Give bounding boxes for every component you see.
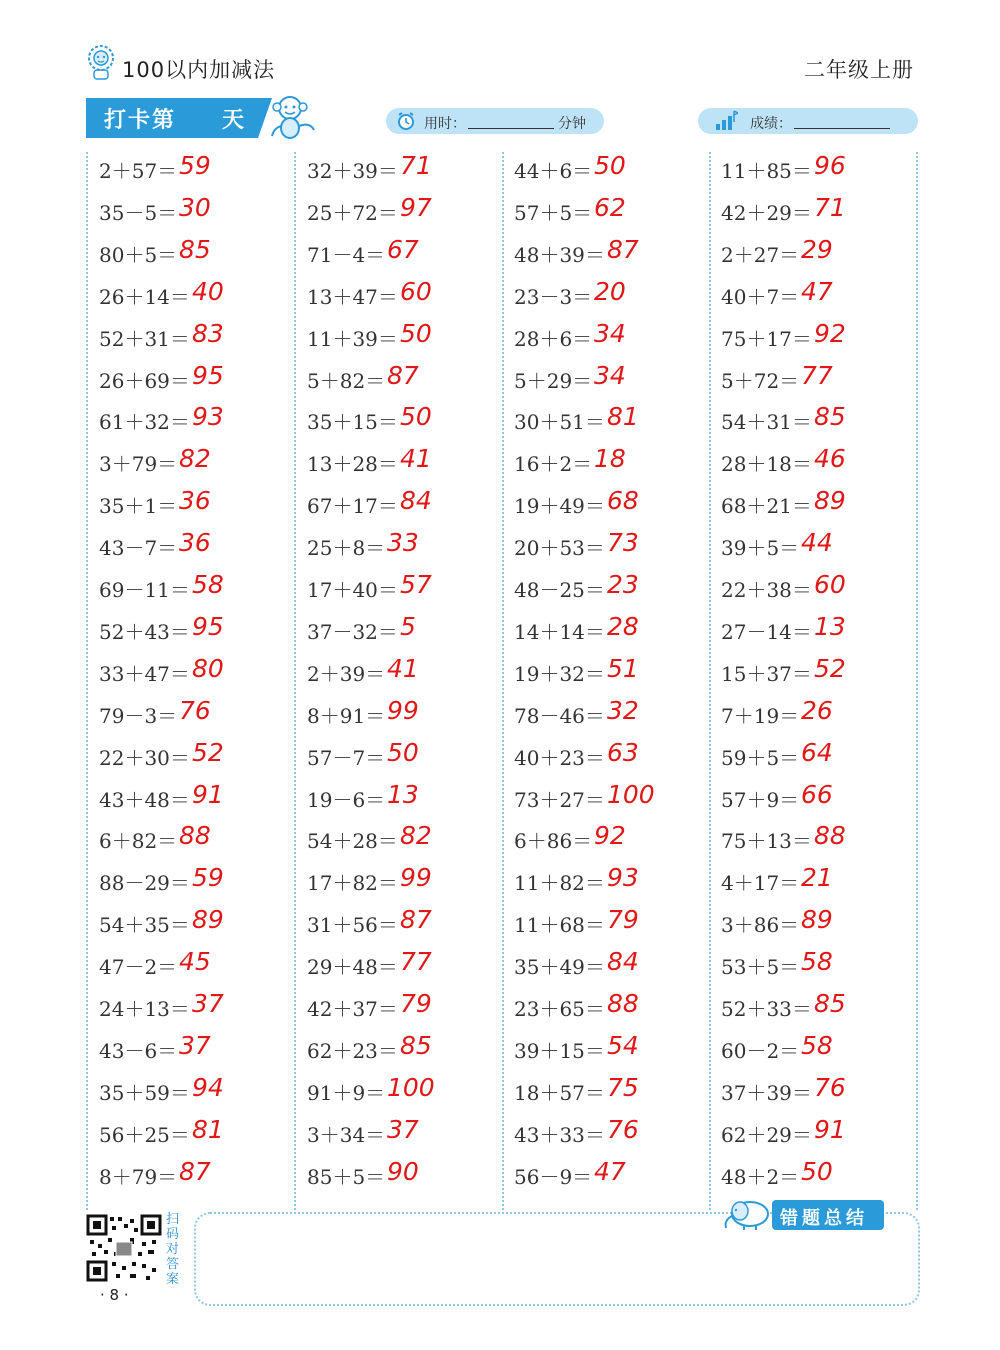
handwritten-answer[interactable]: 96 <box>814 151 846 180</box>
checkin-label: 打卡第 <box>104 108 177 133</box>
handwritten-answer[interactable]: 40 <box>192 276 224 306</box>
handwritten-answer[interactable]: 85 <box>400 1030 432 1060</box>
handwritten-answer[interactable]: 28 <box>607 611 639 641</box>
problem-text: 33＋47＝ <box>99 661 190 686</box>
alarm-clock-icon <box>396 111 416 131</box>
handwritten-answer[interactable]: 89 <box>814 486 846 516</box>
problem-text: 26＋14＝ <box>99 284 190 309</box>
handwritten-answer[interactable]: 60 <box>814 570 846 599</box>
problem-text: 57－7＝ <box>307 745 386 770</box>
problem-text: 37＋39＝ <box>721 1080 812 1105</box>
handwritten-answer[interactable]: 68 <box>607 486 639 516</box>
handwritten-answer[interactable]: 50 <box>387 737 419 767</box>
column-divider <box>294 152 296 1210</box>
problem-text: 59＋5＝ <box>721 745 800 770</box>
handwritten-answer[interactable]: 93 <box>192 402 224 432</box>
handwritten-answer[interactable]: 23 <box>607 570 639 599</box>
problem-text: 52＋43＝ <box>99 619 190 644</box>
handwritten-answer[interactable]: 88 <box>814 821 846 851</box>
problem-text: 60－2＝ <box>721 1038 800 1063</box>
problem-text: 48＋39＝ <box>514 242 605 267</box>
problem-text: 43－7＝ <box>99 536 178 561</box>
problem-text: 56－9＝ <box>514 1164 593 1189</box>
handwritten-answer[interactable]: 71 <box>400 151 432 180</box>
error-summary-label: 错题总结 <box>780 1208 868 1229</box>
problem-text: 35＋59＝ <box>99 1080 190 1105</box>
score-input[interactable] <box>794 128 890 129</box>
handwritten-answer[interactable]: 44 <box>801 528 833 558</box>
problem-text: 4＋17＝ <box>721 871 800 896</box>
problem-text: 13＋28＝ <box>307 452 398 477</box>
problem-text: 62＋29＝ <box>721 1122 812 1147</box>
problem-text: 19＋49＝ <box>514 494 605 519</box>
handwritten-answer[interactable]: 87 <box>387 360 419 390</box>
handwritten-answer[interactable]: 62 <box>594 192 626 222</box>
handwritten-answer[interactable]: 77 <box>801 360 833 390</box>
problem-text: 19－6＝ <box>307 787 386 812</box>
handwritten-answer[interactable]: 71 <box>814 192 846 222</box>
problem-text: 11＋39＝ <box>307 326 398 351</box>
problem-text: 5＋72＝ <box>721 368 800 393</box>
problem-text: 22＋38＝ <box>721 578 812 602</box>
handwritten-answer[interactable]: 79 <box>607 905 639 935</box>
handwritten-answer[interactable]: 94 <box>192 1072 224 1102</box>
handwritten-answer[interactable]: 50 <box>801 1156 833 1186</box>
time-input[interactable] <box>468 128 554 129</box>
problem-text: 69－11＝ <box>99 578 190 602</box>
handwritten-answer[interactable]: 81 <box>607 402 639 432</box>
problem-text: 3＋79＝ <box>99 452 178 477</box>
handwritten-answer[interactable]: 58 <box>801 1030 833 1060</box>
problem-text: 14＋14＝ <box>514 619 605 644</box>
handwritten-answer[interactable]: 47 <box>801 276 833 306</box>
column-divider <box>916 152 918 1210</box>
problem-text: 54＋35＝ <box>99 913 190 938</box>
handwritten-answer[interactable]: 80 <box>192 653 224 683</box>
handwritten-answer[interactable]: 34 <box>594 318 626 348</box>
handwritten-answer[interactable]: 87 <box>400 905 432 935</box>
handwritten-answer[interactable]: 81 <box>192 1114 224 1144</box>
problem-text: 17＋82＝ <box>307 871 398 896</box>
problem-text: 52＋33＝ <box>721 997 812 1021</box>
problem-text: 85＋5＝ <box>307 1164 386 1189</box>
column-divider <box>709 152 711 1210</box>
problem-text: 54＋31＝ <box>721 410 812 435</box>
handwritten-answer[interactable]: 21 <box>801 863 833 893</box>
handwritten-answer[interactable]: 26 <box>801 695 833 725</box>
handwritten-answer[interactable]: 33 <box>387 528 419 558</box>
handwritten-answer[interactable]: 85 <box>814 402 846 432</box>
handwritten-answer[interactable]: 50 <box>400 402 432 432</box>
problem-text: 37－32＝ <box>307 619 398 644</box>
problem-text: 23－3＝ <box>514 284 593 309</box>
handwritten-answer[interactable]: 50 <box>400 318 432 348</box>
problem-text: 24＋13＝ <box>99 997 190 1021</box>
handwritten-answer[interactable]: 92 <box>814 318 846 348</box>
handwritten-answer[interactable]: 13 <box>387 779 419 809</box>
handwritten-answer[interactable]: 75 <box>607 1072 639 1102</box>
problem-text: 17＋40＝ <box>307 578 398 602</box>
problem-text: 78－46＝ <box>514 703 605 728</box>
problem-text: 42＋37＝ <box>307 997 398 1021</box>
problem-text: 39＋15＝ <box>514 1038 605 1063</box>
handwritten-answer[interactable]: 30 <box>179 192 211 222</box>
handwritten-answer[interactable]: 66 <box>801 779 833 809</box>
handwritten-answer[interactable]: 99 <box>400 863 432 893</box>
problem-text: 29＋48＝ <box>307 955 398 980</box>
handwritten-answer[interactable]: 91 <box>814 1114 846 1144</box>
bar-chart-flag-icon <box>714 110 738 132</box>
handwritten-answer[interactable]: 91 <box>192 779 224 809</box>
problem-text: 2＋27＝ <box>721 242 800 267</box>
problem-text: 13＋47＝ <box>307 284 398 309</box>
monkey-mascot-icon <box>266 92 320 142</box>
handwritten-answer[interactable]: 57 <box>400 570 432 599</box>
problem-text: 30＋51＝ <box>514 410 605 435</box>
handwritten-answer[interactable]: 95 <box>192 611 224 641</box>
handwritten-answer[interactable]: 50 <box>594 151 626 180</box>
handwritten-answer[interactable]: 84 <box>607 947 639 977</box>
problem-text: 25＋72＝ <box>307 200 398 225</box>
handwritten-answer[interactable]: 29 <box>801 234 833 264</box>
handwritten-answer[interactable]: 63 <box>607 737 639 767</box>
handwritten-answer[interactable]: 92 <box>594 821 626 851</box>
problem-text: 23＋65＝ <box>514 997 605 1021</box>
problem-text: 57＋5＝ <box>514 200 593 225</box>
handwritten-answer[interactable]: 45 <box>179 947 211 977</box>
page-number: · 8 · <box>100 1286 129 1304</box>
handwritten-answer[interactable]: 87 <box>179 1156 211 1186</box>
handwritten-answer[interactable]: 36 <box>179 486 211 516</box>
checkin-day-unit: 天 <box>222 108 245 133</box>
handwritten-answer[interactable]: 97 <box>400 192 432 222</box>
handwritten-answer[interactable]: 82 <box>400 821 432 851</box>
problem-text: 68＋21＝ <box>721 494 812 519</box>
problem-text: 40＋7＝ <box>721 284 800 309</box>
handwritten-answer[interactable]: 37 <box>192 989 224 1018</box>
problem-text: 11＋85＝ <box>721 159 812 183</box>
problem-text: 43＋48＝ <box>99 787 190 812</box>
handwritten-answer[interactable]: 79 <box>400 989 432 1018</box>
handwritten-answer[interactable]: 88 <box>179 821 211 851</box>
handwritten-answer[interactable]: 37 <box>387 1114 419 1144</box>
handwritten-answer[interactable]: 93 <box>607 863 639 893</box>
problem-text: 28＋6＝ <box>514 326 593 351</box>
handwritten-answer[interactable]: 85 <box>814 989 846 1018</box>
problem-text: 20＋53＝ <box>514 536 605 561</box>
problem-text: 61＋32＝ <box>99 410 190 435</box>
problem-text: 48－25＝ <box>514 578 605 602</box>
handwritten-answer[interactable]: 100 <box>607 779 655 809</box>
elephant-icon <box>720 1196 776 1232</box>
problem-text: 3＋86＝ <box>721 913 800 938</box>
problem-text: 31＋56＝ <box>307 913 398 938</box>
problem-text: 6＋82＝ <box>99 829 178 854</box>
grade-label: 二年级上册 <box>804 58 914 82</box>
handwritten-answer[interactable]: 59 <box>179 151 211 180</box>
problem-text: 35＋15＝ <box>307 410 398 435</box>
handwritten-answer[interactable]: 41 <box>400 444 432 474</box>
problem-text: 40＋23＝ <box>514 745 605 770</box>
problem-text: 7＋19＝ <box>721 703 800 728</box>
handwritten-answer[interactable]: 64 <box>801 737 833 767</box>
handwritten-answer[interactable]: 88 <box>607 989 639 1018</box>
handwritten-answer[interactable]: 76 <box>607 1114 639 1144</box>
qr-caption: 扫码对答案 <box>166 1212 180 1287</box>
handwritten-answer[interactable]: 73 <box>607 528 639 558</box>
handwritten-answer[interactable]: 87 <box>607 234 639 264</box>
problem-text: 75＋13＝ <box>721 829 812 854</box>
problem-text: 15＋37＝ <box>721 661 812 686</box>
lion-logo-icon <box>86 44 116 80</box>
problem-text: 43＋33＝ <box>514 1122 605 1147</box>
problem-text: 35＋49＝ <box>514 955 605 980</box>
handwritten-answer[interactable]: 76 <box>179 695 211 725</box>
problem-text: 75＋17＝ <box>721 326 812 351</box>
problem-text: 67＋17＝ <box>307 494 398 519</box>
handwritten-answer[interactable]: 13 <box>814 611 846 641</box>
problem-text: 28＋18＝ <box>721 452 812 477</box>
problem-text: 6＋86＝ <box>514 829 593 854</box>
column-divider <box>502 152 504 1210</box>
time-label: 用时： <box>424 116 466 132</box>
problem-text: 91＋9＝ <box>307 1080 386 1105</box>
handwritten-answer[interactable]: 60 <box>400 276 432 306</box>
handwritten-answer[interactable]: 77 <box>400 947 432 977</box>
problem-text: 35＋1＝ <box>99 494 178 519</box>
handwritten-answer[interactable]: 84 <box>400 486 432 516</box>
problem-text: 52＋31＝ <box>99 326 190 351</box>
handwritten-answer[interactable]: 52 <box>192 737 224 767</box>
handwritten-answer[interactable]: 37 <box>179 1030 211 1060</box>
handwritten-answer[interactable]: 83 <box>192 318 224 348</box>
handwritten-answer[interactable]: 34 <box>594 360 626 390</box>
problem-text: 32＋39＝ <box>307 159 398 183</box>
handwritten-answer[interactable]: 46 <box>814 444 846 474</box>
problem-text: 88－29＝ <box>99 871 190 896</box>
book-title: 100以内加减法 <box>122 58 276 82</box>
handwritten-answer[interactable]: 85 <box>179 234 211 264</box>
problem-text: 19＋32＝ <box>514 661 605 686</box>
problem-text: 57＋9＝ <box>721 787 800 812</box>
score-label: 成绩： <box>750 116 792 132</box>
handwritten-answer[interactable]: 47 <box>594 1156 626 1186</box>
problem-text: 5＋82＝ <box>307 368 386 393</box>
problem-text: 35－5＝ <box>99 200 178 225</box>
problem-text: 53＋5＝ <box>721 955 800 980</box>
handwritten-answer[interactable]: 52 <box>814 653 846 683</box>
problem-text: 8＋79＝ <box>99 1164 178 1189</box>
problem-text: 73＋27＝ <box>514 787 605 812</box>
handwritten-answer[interactable]: 20 <box>594 276 626 306</box>
time-unit: 分钟 <box>558 116 586 132</box>
problem-text: 11＋68＝ <box>514 913 605 938</box>
problem-text: 25＋8＝ <box>307 536 386 561</box>
problem-text: 62＋23＝ <box>307 1038 398 1063</box>
problem-text: 54＋28＝ <box>307 829 398 854</box>
handwritten-answer[interactable]: 100 <box>387 1072 435 1102</box>
problem-text: 80＋5＝ <box>99 242 178 267</box>
problem-text: 2＋39＝ <box>307 661 386 686</box>
problem-text: 2＋57＝ <box>99 159 178 183</box>
problem-text: 27－14＝ <box>721 619 812 644</box>
qr-code-icon[interactable] <box>86 1214 162 1282</box>
handwritten-answer[interactable]: 82 <box>179 444 211 474</box>
handwritten-answer[interactable]: 32 <box>607 695 639 725</box>
problem-text: 16＋2＝ <box>514 452 593 477</box>
handwritten-answer[interactable]: 51 <box>607 653 639 683</box>
problem-text: 44＋6＝ <box>514 159 593 183</box>
handwritten-answer[interactable]: 99 <box>387 695 419 725</box>
handwritten-answer[interactable]: 76 <box>814 1072 846 1102</box>
handwritten-answer[interactable]: 90 <box>387 1156 419 1186</box>
handwritten-answer[interactable]: 95 <box>192 360 224 390</box>
problem-text: 79－3＝ <box>99 703 178 728</box>
handwritten-answer[interactable]: 89 <box>192 905 224 935</box>
handwritten-answer[interactable]: 41 <box>387 653 419 683</box>
problem-text: 43－6＝ <box>99 1038 178 1063</box>
problem-text: 18＋57＝ <box>514 1080 605 1105</box>
problem-text: 39＋5＝ <box>721 536 800 561</box>
problem-text: 22＋30＝ <box>99 745 190 770</box>
problem-text: 8＋91＝ <box>307 703 386 728</box>
handwritten-answer[interactable]: 58 <box>192 570 224 599</box>
problem-text: 47－2＝ <box>99 955 178 980</box>
problem-text: 42＋29＝ <box>721 200 812 225</box>
handwritten-answer[interactable]: 58 <box>801 947 833 977</box>
handwritten-answer[interactable]: 89 <box>801 905 833 935</box>
problem-text: 11＋82＝ <box>514 871 605 896</box>
column-divider <box>86 152 88 1210</box>
problem-text: 5＋29＝ <box>514 368 593 393</box>
handwritten-answer[interactable]: 67 <box>387 234 419 264</box>
problem-text: 26＋69＝ <box>99 368 190 393</box>
handwritten-answer[interactable]: 36 <box>179 528 211 558</box>
problem-text: 48＋2＝ <box>721 1164 800 1189</box>
problem-text: 71－4＝ <box>307 242 386 267</box>
problem-text: 3＋34＝ <box>307 1122 386 1147</box>
problem-text: 56＋25＝ <box>99 1122 190 1147</box>
handwritten-answer[interactable]: 5 <box>400 611 416 641</box>
handwritten-answer[interactable]: 59 <box>192 863 224 893</box>
handwritten-answer[interactable]: 18 <box>594 444 626 474</box>
handwritten-answer[interactable]: 54 <box>607 1030 639 1060</box>
